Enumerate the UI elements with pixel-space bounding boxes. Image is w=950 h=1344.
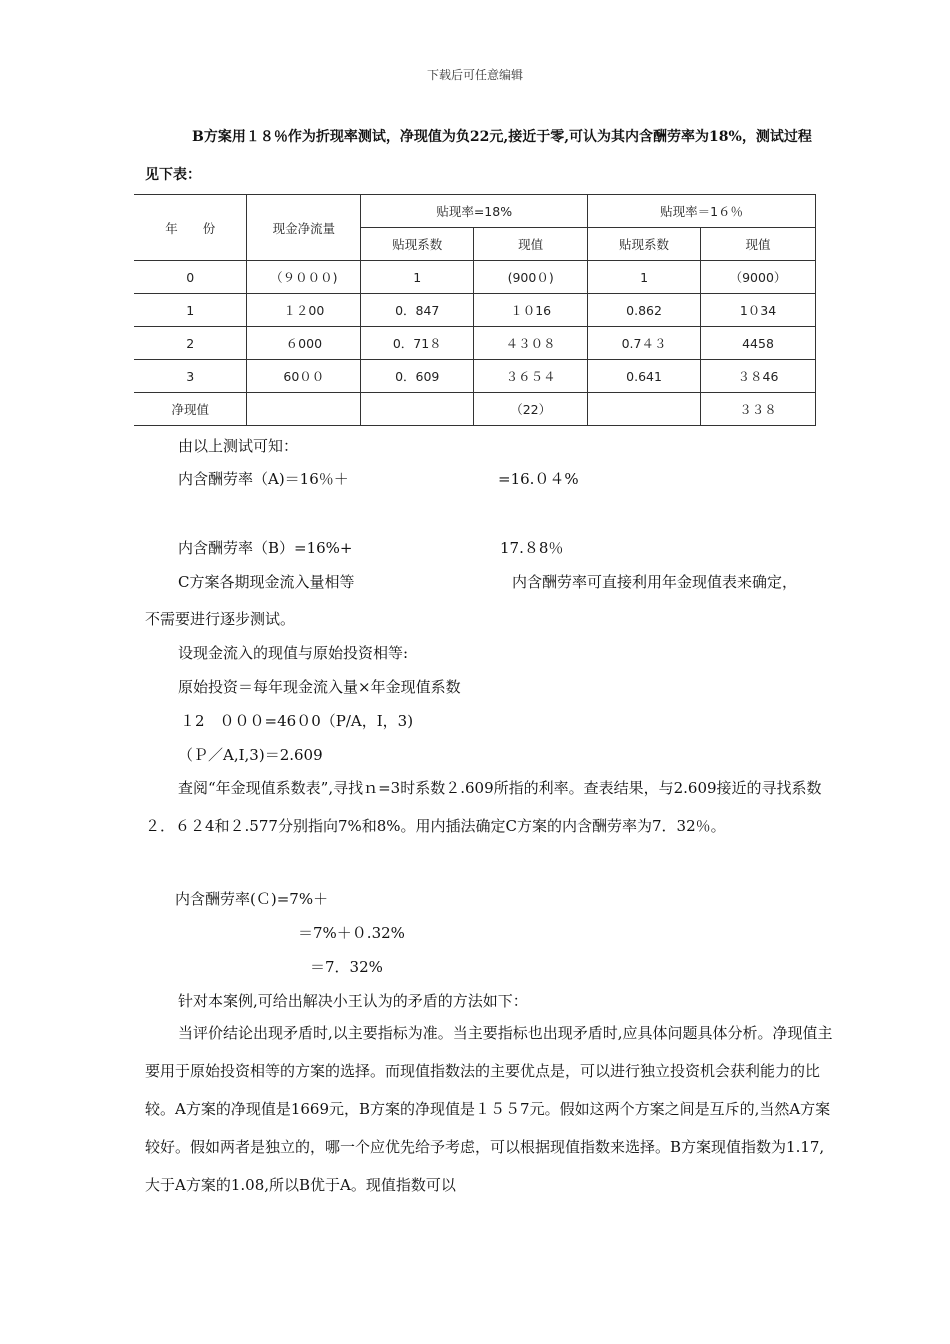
paragraph-text: 当评价结论出现矛盾时,以主要指标为准。当主要指标也出现矛盾时,应具体问题具体分析。净现值主要用于原始投资相等的方案的选择。而现值指数法的主要优点是，可以进行独立投资机会获利能力的比较。A方案的净现值是1669元，B方案的净现值是１５５7元。假如这两个方案之间是互斥的,当然A方案较好。假如两者是独立的，哪一个应优先给予考虑，可以根据现值指数来选择。B方案现值指数为1.17,大于A方案的1.08,所以B优于A。现值指数可以 xyxy=(145,1024,833,1194)
table-cell xyxy=(247,393,361,426)
header-rate-16: 贴现率＝1６％ xyxy=(588,195,816,228)
table-cell: ３３８ xyxy=(701,393,816,426)
table-cell xyxy=(361,393,474,426)
formula-irr-a-result: =16.０４% xyxy=(498,470,579,488)
header-pv-18: 现值 xyxy=(474,228,588,261)
text-line: 内含酬劳率可直接利用年金现值表来确定， xyxy=(512,573,798,591)
table-cell: （9000） xyxy=(701,261,816,294)
formula-line: ＝7%＋０.32% xyxy=(298,924,405,942)
table-cell: 0．71８ xyxy=(361,327,474,360)
formula-irr-c: 内含酬劳率(Ｃ)=7%＋ xyxy=(175,890,329,908)
table-cell: （22） xyxy=(474,393,588,426)
text-line: 原始投资＝每年现金流入量×年金现值系数 xyxy=(178,678,461,696)
table-cell: 0.641 xyxy=(588,360,701,393)
table-cell: １２00 xyxy=(247,294,361,327)
text-line: 由以上测试可知： xyxy=(178,437,299,455)
paragraph xyxy=(145,769,835,845)
table-cell: ３８46 xyxy=(701,360,816,393)
table-cell xyxy=(588,393,701,426)
header-coef-16: 贴现系数 xyxy=(588,228,701,261)
table-cell: 1 xyxy=(361,261,474,294)
irr-test-table xyxy=(134,194,816,426)
table-cell: 净现值 xyxy=(134,393,247,426)
table-row xyxy=(134,261,816,294)
table-row-npv xyxy=(134,393,816,426)
formula-line: （Ｐ／A,I,3)＝2.609 xyxy=(178,746,323,764)
intro-line-1: B方案用１８％作为折现率测试，净现值为负22元,接近于零,可认为其内含酬劳率为18%，测试过程 xyxy=(192,129,812,145)
table-cell: 1 xyxy=(588,261,701,294)
text-line: 针对本案例,可给出解决小王认为的矛盾的方法如下： xyxy=(178,992,528,1010)
table-cell: (900０) xyxy=(474,261,588,294)
formula-line: １2 ０００=46０0（P/A，I，3) xyxy=(180,712,414,730)
table-cell: 60００ xyxy=(247,360,361,393)
table-cell: １０16 xyxy=(474,294,588,327)
formula-line: ＝7．32% xyxy=(310,958,383,976)
header-coef-18: 贴现系数 xyxy=(361,228,474,261)
paragraph xyxy=(145,1014,835,1204)
header-year: 年 份 xyxy=(134,195,247,261)
table-cell: 0.862 xyxy=(588,294,701,327)
table-header-row-1 xyxy=(134,195,816,228)
table-cell: 1０34 xyxy=(701,294,816,327)
table-cell: 0 xyxy=(134,261,247,294)
table-cell: 1 xyxy=(134,294,247,327)
paragraph-text: 查阅“年金现值系数表”,寻找ｎ=3时系数２.609所指的利率。查表结果，与2.609接近的寻找系数２．６２4和２.577分别指向7%和8%。用内插法确定C方案的内含酬劳率为7．32％。 xyxy=(145,779,822,835)
table-cell: 0．847 xyxy=(361,294,474,327)
formula-irr-b: 内含酬劳率（B）=16%+ xyxy=(178,539,353,557)
header-net-cash-flow: 现金净流量 xyxy=(247,195,361,261)
formula-irr-a: 内含酬劳率（A)＝16％＋ xyxy=(178,470,349,488)
table-cell: 4458 xyxy=(701,327,816,360)
table-cell: 0.7４３ xyxy=(588,327,701,360)
table-row xyxy=(134,360,816,393)
table-cell: （９０００) xyxy=(247,261,361,294)
table-cell: 3 xyxy=(134,360,247,393)
table-row xyxy=(134,294,816,327)
table-cell: 0．609 xyxy=(361,360,474,393)
table-cell: 2 xyxy=(134,327,247,360)
page-header: 下载后可任意编辑 xyxy=(426,68,523,82)
table-cell: ６000 xyxy=(247,327,361,360)
text-line: C方案各期现金流入量相等 xyxy=(178,573,355,591)
table-row xyxy=(134,327,816,360)
intro-line-2: 见下表： xyxy=(145,167,201,183)
header-pv-16: 现值 xyxy=(701,228,816,261)
text-line: 设现金流入的现值与原始投资相等: xyxy=(178,644,409,662)
header-rate-18: 贴现率=18% xyxy=(361,195,588,228)
table-cell: ４３０８ xyxy=(474,327,588,360)
formula-irr-b-result: 17.８8％ xyxy=(500,539,564,557)
text-line: 不需要进行逐步测试。 xyxy=(145,610,296,628)
table-cell: ３６５４ xyxy=(474,360,588,393)
